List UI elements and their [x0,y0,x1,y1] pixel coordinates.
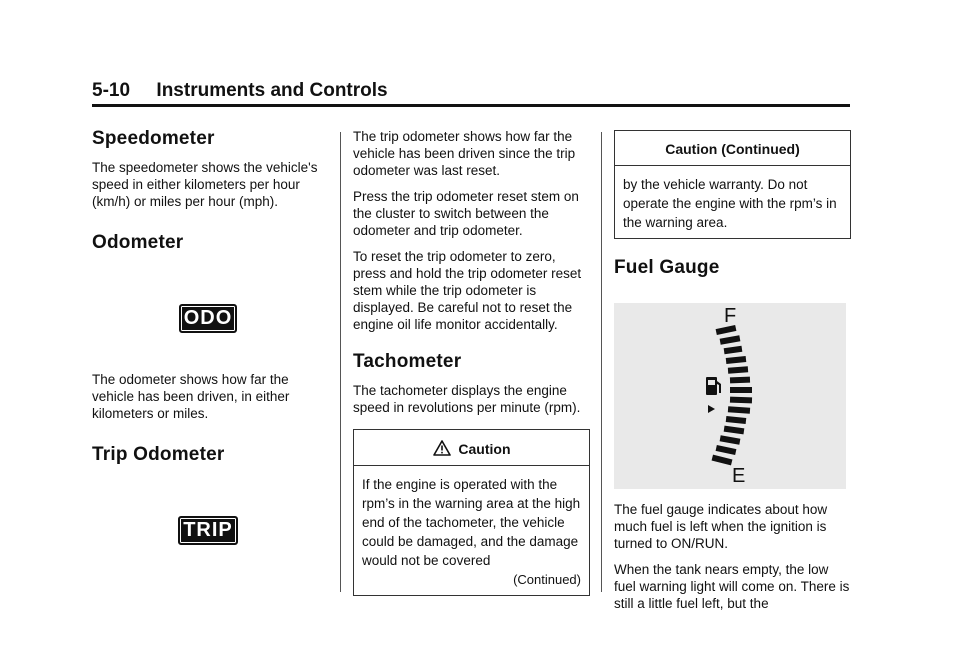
trip-odometer-text-2: Press the trip odometer reset stem on the cluster to switch between the odometer and trip odometer. [353,189,579,238]
arrow-icon [708,405,715,413]
trip-odometer-text-1: The trip odometer shows how far the vehicle has been driven since the trip odometer was last reset. [353,129,576,178]
caution-continued: (Continued) [513,572,581,587]
fuel-gauge-heading: Fuel Gauge [614,257,720,278]
trip-odometer-text-3: To reset the trip odometer to zero, press and hold the trip odometer reset stem while the trip odometer is displayed. Be careful not to reset the engine oil life monitor accidentally. [353,249,582,332]
fuel-gauge-image [614,303,846,489]
fuel-gauge-text-2: When the tank nears empty, the low fuel warning light will come on. There is still a little fuel left, but the [614,562,850,611]
fuel-full-label: F [724,305,737,327]
fuel-gauge-illustration [614,303,846,489]
caution-body [354,466,589,595]
column-3 [614,118,850,612]
speedometer-text: The speedometer shows the vehicle's speed in either kilometers per hour (km/h) or miles per hour (mph). [92,160,318,209]
caution-box [353,429,590,596]
caution-continued-text: by the vehicle warranty. Do not operate the engine with the rpm’s in the warning area. [623,177,837,230]
tachometer-text: The tachometer displays the engine speed in revolutions per minute (rpm). [353,383,581,415]
trip-icon-wrap [92,516,324,545]
page-header: 5-10 Instruments and Controls [92,80,388,101]
trip-odometer-heading: Trip Odometer [92,444,225,465]
fuel-gauge-text-1: The fuel gauge indicates about how much fuel is left when the ignition is turned to ON/RUN. [614,502,828,551]
odometer-text: The odometer shows how far the vehicle has been driven, in either kilometers or miles. [92,372,290,421]
fuel-empty-label: E [732,465,746,487]
caution-header [354,430,589,466]
caution-continued-header: Caution (Continued) [615,131,850,166]
caution-continued-box [614,130,851,239]
warning-icon [433,440,451,456]
header-rule [92,104,850,107]
fuel-pump-icon [706,377,721,395]
column-1 [92,118,324,545]
caution-text: If the engine is operated with the rpm’s in the warning area at the high end of the tachometer, the vehicle could be damaged, and the damage would not be covered [362,477,581,568]
column-2 [353,118,591,596]
column-divider [340,132,341,592]
odometer-heading: Odometer [92,232,184,253]
odometer-icon: ODO [179,304,238,333]
speedometer-heading: Speedometer [92,128,215,149]
trip-odometer-icon: TRIP [178,516,238,545]
caution-title: Caution [458,441,511,457]
odometer-icon-wrap [92,304,324,333]
tachometer-heading: Tachometer [353,351,462,372]
column-divider [601,132,602,592]
